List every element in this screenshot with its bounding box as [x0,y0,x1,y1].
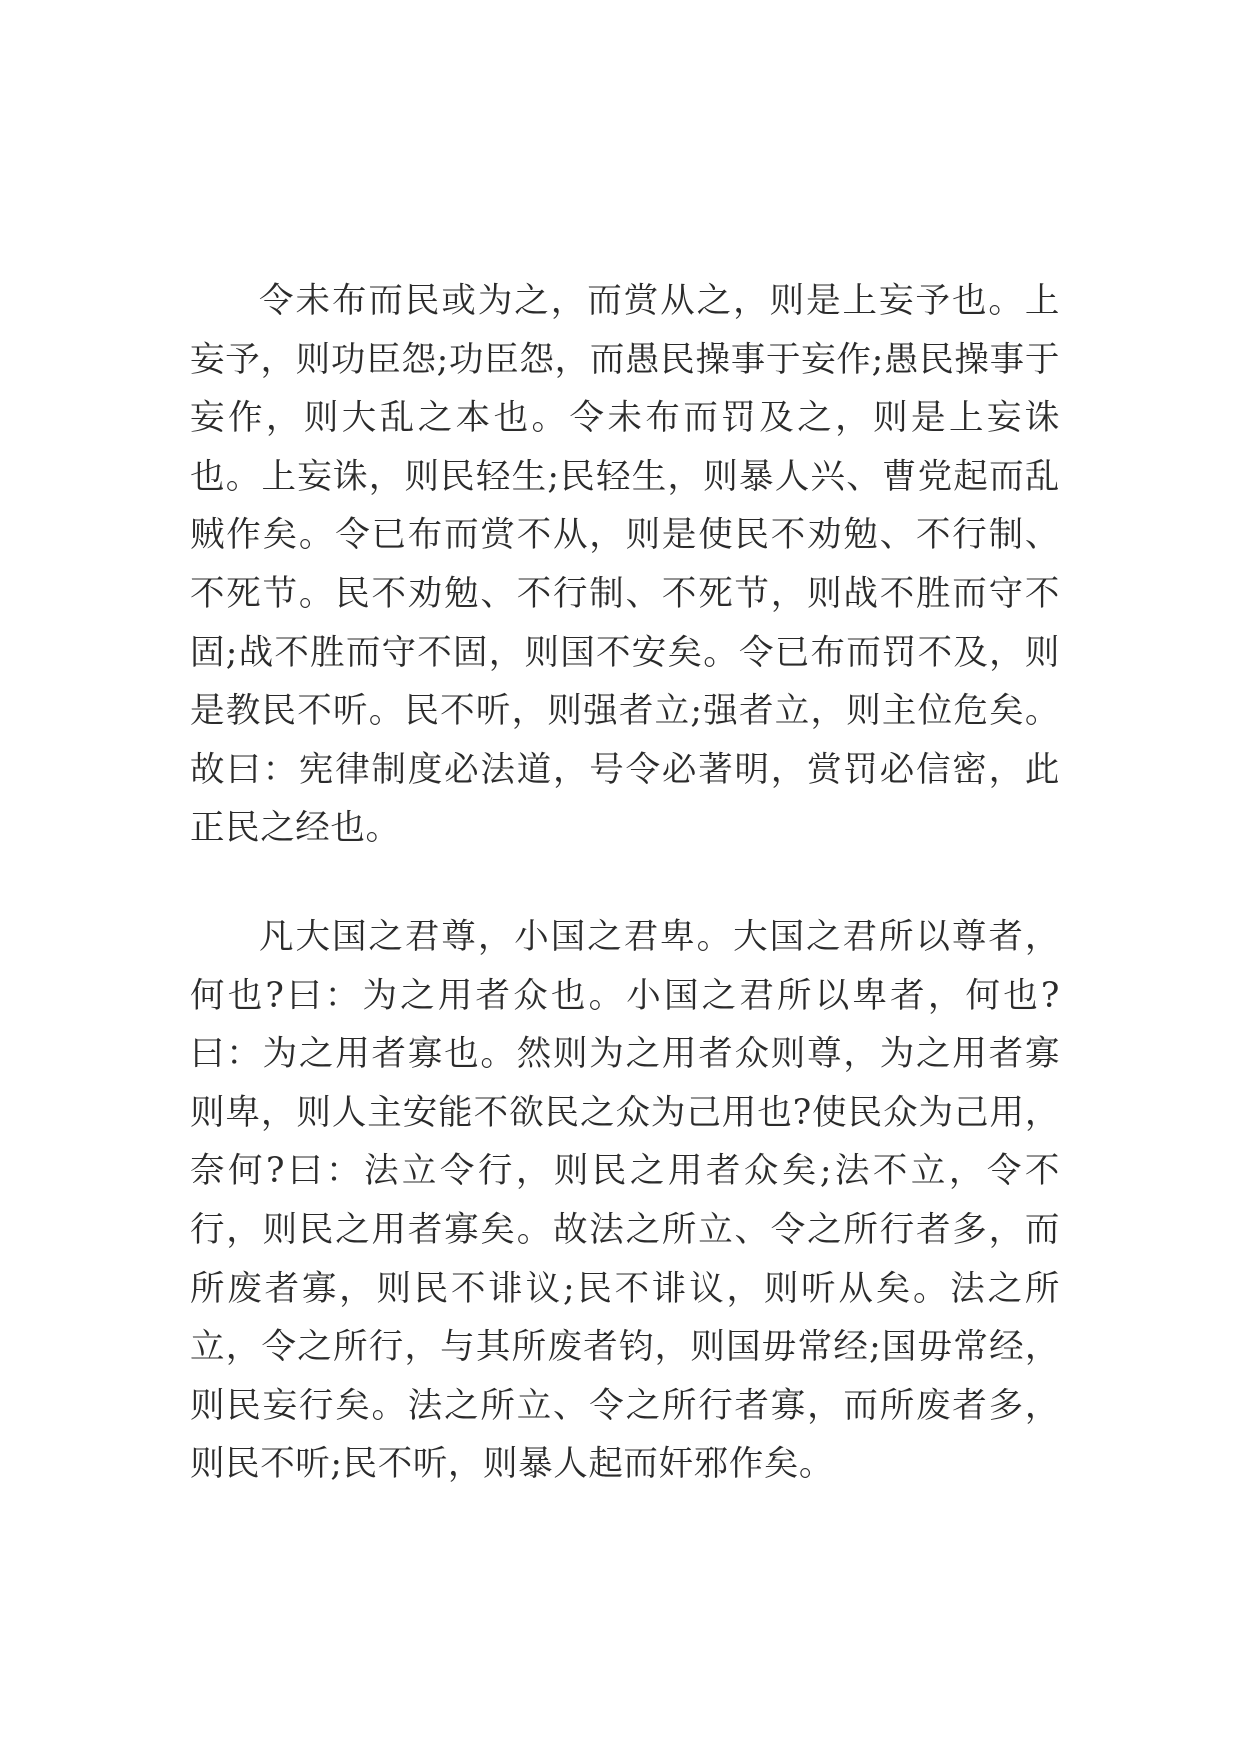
paragraph-2: 凡大国之君尊，小国之君卑。大国之君所以尊者，何也?曰：为之用者众也。小国之君所以卑者，何也?曰：为之用者寡也。然则为之用者众则尊，为之用者寡则卑，则人主安能不欲民之众为己用也?使民众为己用，奈何?曰：法立令行，则民之用者众矣;法不立，令不行，则民之用者寡矣。故法之所立、令之所行者多，而所废者寡，则民不诽议;民不诽议，则听从矣。法之所立，令之所行，与其所废者钧，则国毋常经;国毋常经，则民妄行矣。法之所立、令之所行者寡，而所废者多，则民不听;民不听，则暴人起而奸邪作矣。 [190,917,1060,1485]
paragraph-1: 令未布而民或为之，而赏从之，则是上妄予也。上妄予，则功臣怨;功臣怨，而愚民操事于妄作;愚民操事于妄作，则大乱之本也。令未布而罚及之，则是上妄诛也。上妄诛，则民轻生;民轻生，则暴人兴、曹党起而乱贼作矣。令已布而赏不从，则是使民不劝勉、不行制、不死节。民不劝勉、不行制、不死节，则战不胜而守不固;战不胜而守不固，则国不安矣。令已布而罚不及，则是教民不听。民不听，则强者立;强者立，则主位危矣。故曰：宪律制度必法道，号令必著明，赏罚必信密，此正民之经也。 [190,281,1060,849]
